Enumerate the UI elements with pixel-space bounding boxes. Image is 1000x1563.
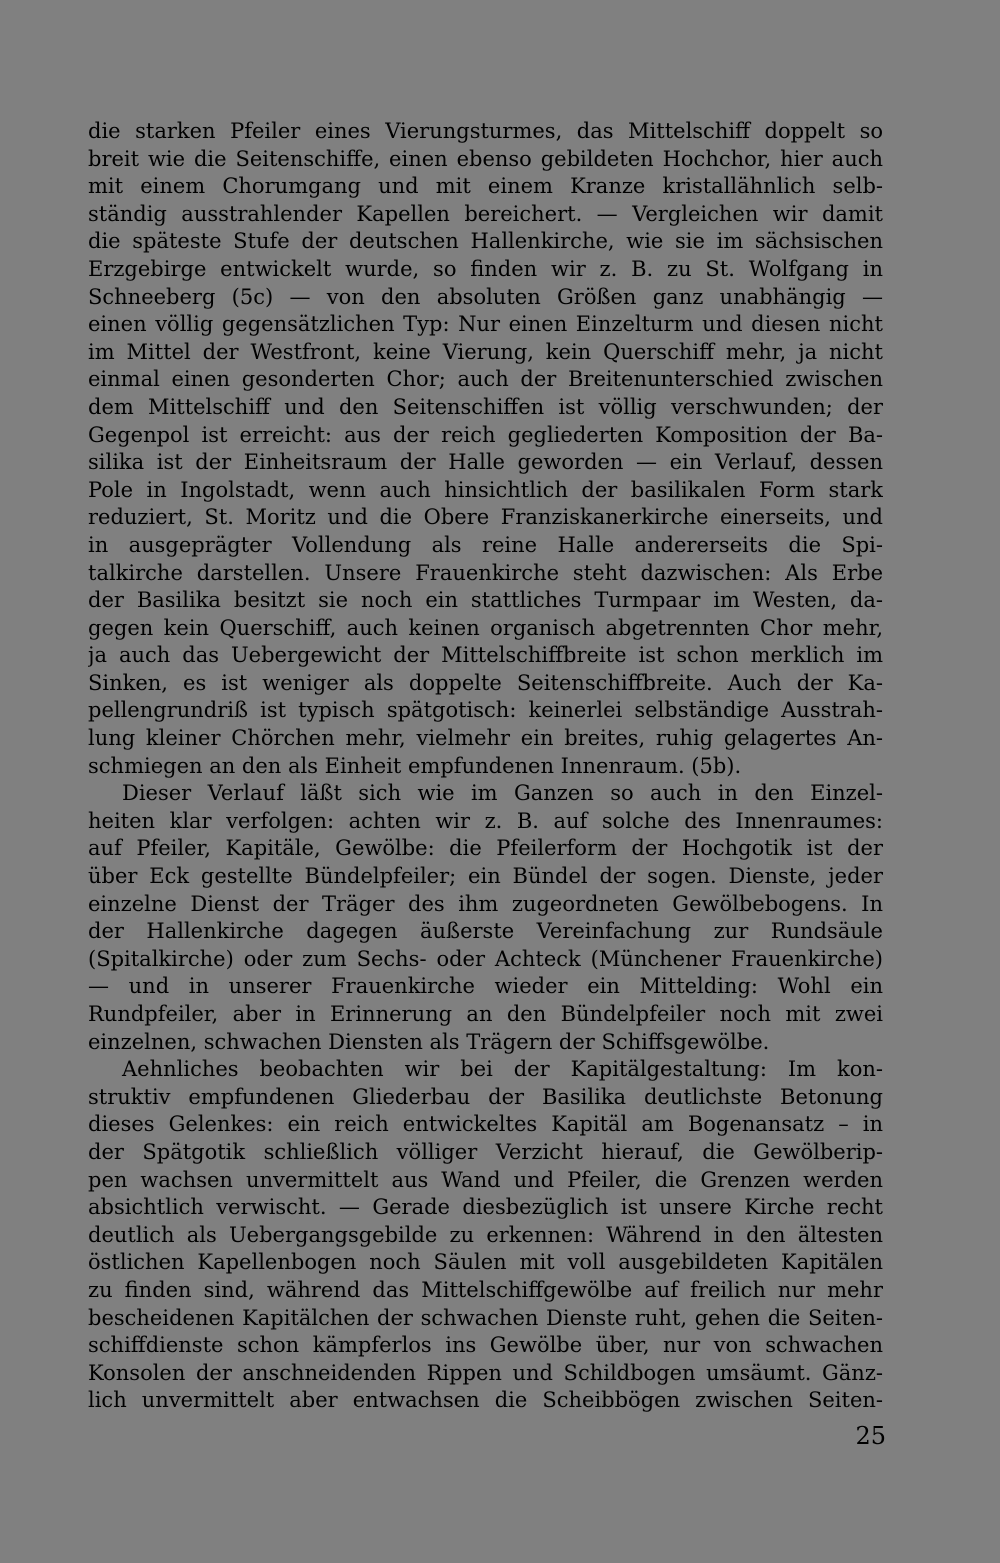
- text-line: deutlich als Uebergangsgebilde zu erkennen: Während in den ältesten: [88, 1222, 883, 1247]
- text-line: reduziert, St. Moritz und die Obere Franziskanerkirche einerseits, und: [88, 505, 883, 530]
- text-line: schiffdienste schon kämpferlos ins Gewölbe über, nur von schwachen: [88, 1333, 883, 1358]
- text-line: der Hallenkirche dagegen äußerste Vereinfachung zur Rundsäule: [88, 919, 883, 944]
- text-line: Rundpfeiler, aber in Erinnerung an den Bündelpfeiler noch mit zwei: [88, 1002, 883, 1026]
- text-line: — und in unserer Frauenkirche wieder ein Mittelding: Wohl ein: [88, 974, 883, 999]
- text-line: pen wachsen unvermittelt aus Wand und Pfeiler, die Grenzen werden: [88, 1167, 883, 1192]
- text-line: gegen kein Querschiff, auch keinen organisch abgetrennten Chor mehr,: [88, 615, 883, 640]
- text-line: auf Pfeiler, Kapitäle, Gewölbe: die Pfeilerform der Hochgotik ist der: [88, 836, 883, 861]
- text-line: pellengrundriß ist typisch spätgotisch: keinerlei selbständige Ausstrah-: [88, 698, 883, 723]
- text-line: im Mittel der Westfront, keine Vierung, kein Querschiff mehr, ja nicht: [88, 339, 883, 364]
- text-line: talkirche darstellen. Unsere Frauenkirche steht dazwischen: Als Erbe: [88, 560, 883, 585]
- text-line: ständig ausstrahlender Kapellen bereichert. — Vergleichen wir damit: [88, 201, 883, 226]
- text-line: ja auch das Uebergewicht der Mittelschiffbreite ist schon merklich im: [88, 643, 883, 668]
- text-line: zu finden sind, während das Mittelschiffgewölbe auf freilich nur mehr: [88, 1277, 883, 1302]
- paragraph-3: [88, 1056, 883, 1415]
- text-line: in ausgeprägter Vollendung als reine Halle andererseits die Spi-: [88, 532, 883, 557]
- text-line: mit einem Chorumgang und mit einem Kranze kristallähnlich selb-: [88, 174, 883, 199]
- text-line: Gegenpol ist erreicht: aus der reich gegliederten Komposition der Ba-: [88, 422, 883, 447]
- text-line: einzelnen, schwachen Diensten als Trägern der Schiffsgewölbe.: [88, 1029, 770, 1054]
- text-line: Erzgebirge entwickelt wurde, so finden wir z. B. zu St. Wolfgang in: [88, 256, 883, 281]
- text-line: die starken Pfeiler eines Vierungsturmes, das Mittelschiff doppelt so: [88, 119, 883, 143]
- text-line: dem Mittelschiff und den Seitenschiffen ist völlig verschwunden; der: [88, 394, 883, 419]
- text-line: dieses Gelenkes: ein reich entwickeltes Kapitäl am Bogenansatz – in: [88, 1112, 883, 1137]
- page-number: 25: [855, 1422, 886, 1450]
- text-line: breit wie die Seitenschiffe, einen ebenso gebildeten Hochchor, hier auch: [88, 146, 883, 171]
- text-line: (Spitalkirche) oder zum Sechs- oder Achteck (Münchener Frauenkirche): [88, 946, 883, 971]
- text-line: Schneeberg (5c) — von den absoluten Größen ganz unabhängig —: [88, 284, 883, 309]
- text-line: silika ist der Einheitsraum der Halle geworden — ein Verlauf, dessen: [88, 450, 883, 475]
- text-line: einzelne Dienst der Träger des ihm zugeordneten Gewölbebogens. In: [88, 891, 883, 916]
- text-line: Pole in Ingolstadt, wenn auch hinsichtlich der basilikalen Form stark: [88, 477, 883, 502]
- text-line: die späteste Stufe der deutschen Hallenkirche, wie sie im sächsischen: [88, 229, 883, 254]
- text-line: lich unvermittelt aber entwachsen die Scheibbögen zwischen Seiten-: [88, 1388, 883, 1413]
- paragraph-2: [88, 780, 883, 1056]
- text-line: der Spätgotik schließlich völliger Verzicht hierauf, die Gewölberip-: [88, 1139, 883, 1164]
- text-line: über Eck gestellte Bündelpfeiler; ein Bündel der sogen. Dienste, jeder: [88, 864, 883, 889]
- text-line: Konsolen der anschneidenden Rippen und Schildbogen umsäumt. Gänz-: [88, 1360, 883, 1385]
- text-line: der Basilika besitzt sie noch ein stattliches Turmpaar im Westen, da-: [88, 588, 883, 613]
- text-line: Dieser Verlauf läßt sich wie im Ganzen so auch in den Einzel-: [122, 781, 883, 806]
- text-line: heiten klar verfolgen: achten wir z. B. auf solche des Innenraumes:: [88, 808, 883, 833]
- text-line: Sinken, es ist weniger als doppelte Seitenschiffbreite. Auch der Ka-: [88, 670, 883, 695]
- body-text: [88, 118, 883, 1415]
- text-line: schmiegen an den als Einheit empfundenen Innenraum. (5b).: [88, 753, 742, 778]
- text-line: absichtlich verwischt. — Gerade diesbezüglich ist unsere Kirche recht: [88, 1195, 883, 1220]
- text-line: bescheidenen Kapitälchen der schwachen Dienste ruht, gehen die Seiten-: [88, 1305, 883, 1330]
- text-line: struktiv empfundenen Gliederbau der Basilika deutlichste Betonung: [88, 1084, 883, 1109]
- text-line: lung kleiner Chörchen mehr, vielmehr ein breites, ruhig gelagertes An-: [88, 726, 883, 751]
- paragraph-1: [88, 118, 883, 780]
- text-line: Aehnliches beobachten wir bei der Kapitälgestaltung: Im kon-: [122, 1057, 883, 1082]
- text-line: einen völlig gegensätzlichen Typ: Nur einen Einzelturm und diesen nicht: [88, 312, 883, 337]
- text-line: einmal einen gesonderten Chor; auch der Breitenunterschied zwischen: [88, 367, 883, 392]
- text-line: östlichen Kapellenbogen noch Säulen mit voll ausgebildeten Kapitälen: [88, 1250, 883, 1275]
